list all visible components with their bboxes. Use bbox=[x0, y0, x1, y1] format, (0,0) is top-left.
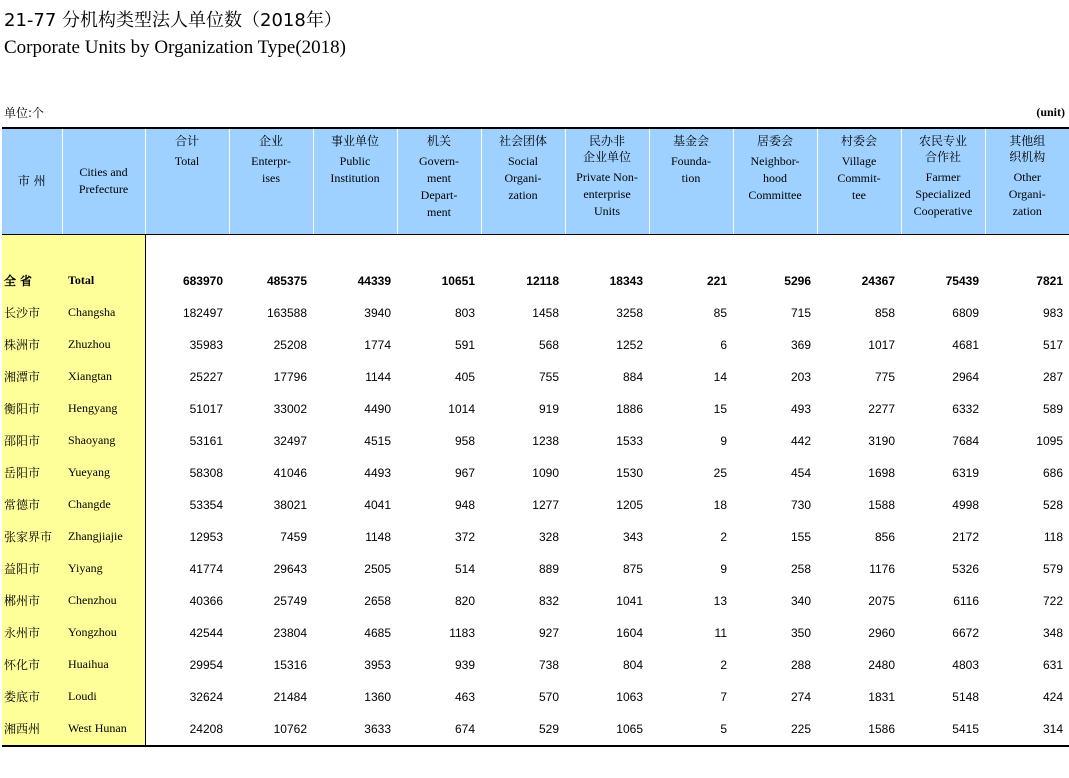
column-header-en bbox=[399, 153, 480, 221]
table-cell: 4803 bbox=[952, 657, 979, 672]
table-cell: 2172 bbox=[952, 529, 979, 544]
row-label-en: Chenzhou bbox=[62, 585, 145, 617]
table-cell: 340 bbox=[790, 593, 811, 608]
table-cell: 528 bbox=[1042, 497, 1063, 512]
table-row bbox=[2, 425, 1069, 457]
table-cell: 5 bbox=[649, 713, 733, 746]
table-cell: 4998 bbox=[952, 497, 979, 512]
table-cell: 631 bbox=[1042, 657, 1063, 672]
column-header-cn-line: 机关 bbox=[426, 134, 451, 148]
table-cell: 24208 bbox=[145, 713, 229, 746]
row-label-en: Loudi bbox=[62, 681, 145, 713]
column-header-en-line: Govern- bbox=[419, 154, 459, 168]
table-cell: 328 bbox=[538, 529, 559, 544]
column-header bbox=[313, 128, 397, 234]
table-row-total bbox=[2, 265, 1069, 297]
column-header bbox=[229, 128, 313, 234]
table-cell: 485375 bbox=[266, 273, 307, 288]
table-cell: 948 bbox=[454, 497, 475, 512]
table-cell: 1360 bbox=[364, 689, 391, 704]
column-header-en bbox=[231, 153, 312, 187]
column-header-en-line: hood bbox=[763, 171, 787, 185]
table-row bbox=[2, 585, 1069, 617]
table-cell: 591 bbox=[454, 337, 475, 352]
column-header-cn bbox=[651, 133, 732, 149]
row-label-en: Changde bbox=[62, 489, 145, 521]
column-header-cn bbox=[567, 133, 648, 165]
table-cell: 1458 bbox=[532, 305, 559, 320]
table-cell: 42544 bbox=[189, 625, 223, 640]
table-cell: 6672 bbox=[952, 625, 979, 640]
table-cell: 1886 bbox=[616, 401, 643, 416]
column-header bbox=[733, 128, 817, 234]
column-header-cn-line: 社会团体 bbox=[498, 134, 547, 148]
column-header-en-line: Commit- bbox=[837, 171, 881, 185]
row-label-cn: 长沙市 bbox=[2, 297, 62, 329]
table-cell: 13 bbox=[713, 593, 727, 608]
column-header bbox=[145, 128, 229, 234]
table-cell: 274 bbox=[790, 689, 811, 704]
table-cell: 1586 bbox=[817, 713, 901, 746]
table-cell: 6 bbox=[720, 337, 727, 352]
column-header-en-line: Specialized bbox=[915, 187, 971, 201]
table-cell: 2480 bbox=[868, 657, 895, 672]
row-label-cn: 株洲市 bbox=[2, 329, 62, 361]
table-cell: 3953 bbox=[364, 657, 391, 672]
column-header-en bbox=[819, 153, 900, 204]
table-cell: 5326 bbox=[952, 561, 979, 576]
table-row bbox=[2, 713, 1069, 746]
table-cell: 29643 bbox=[273, 561, 307, 576]
column-header-en-line: Units bbox=[593, 204, 620, 218]
table-cell: 7684 bbox=[952, 433, 979, 448]
table-row bbox=[2, 617, 1069, 649]
column-header-en-line: Total bbox=[174, 154, 200, 168]
table-cell: 919 bbox=[538, 401, 559, 416]
table-cell: 118 bbox=[1043, 529, 1063, 544]
table-cell: 589 bbox=[1042, 401, 1063, 416]
header-city-en bbox=[62, 128, 145, 234]
table-cell: 4685 bbox=[364, 625, 391, 640]
column-header-en-line: zation bbox=[508, 188, 538, 202]
table-cell: 221 bbox=[706, 273, 727, 288]
table-cell: 1144 bbox=[365, 369, 391, 384]
table-cell: 715 bbox=[790, 305, 811, 320]
table-cell: 1831 bbox=[868, 689, 895, 704]
table-cell: 983 bbox=[1042, 305, 1063, 320]
column-header-en-line: ises bbox=[262, 171, 280, 185]
column-header-en bbox=[903, 169, 984, 220]
table-cell: 958 bbox=[454, 433, 475, 448]
unit-label-en: (unit) bbox=[1036, 105, 1065, 119]
table-body bbox=[2, 234, 1069, 746]
column-header-en-line: Cooperative bbox=[913, 204, 973, 218]
table-cell: 1148 bbox=[365, 529, 391, 544]
table-cell: 7 bbox=[720, 689, 727, 704]
table-row bbox=[2, 361, 1069, 393]
column-header-cn-line: 事业单位 bbox=[330, 134, 379, 148]
table-cell: 41774 bbox=[189, 561, 223, 576]
table-cell: 5296 bbox=[784, 273, 811, 288]
table-cell: 15 bbox=[713, 401, 727, 416]
table-cell: 4490 bbox=[364, 401, 391, 416]
table-cell: 875 bbox=[622, 561, 643, 576]
table-row bbox=[2, 297, 1069, 329]
table-cell: 18343 bbox=[609, 273, 643, 288]
table-cell: 372 bbox=[454, 529, 475, 544]
column-header-en-line: zation bbox=[1012, 204, 1042, 218]
table-cell: 1183 bbox=[449, 625, 475, 640]
table-row bbox=[2, 649, 1069, 681]
table-row bbox=[2, 681, 1069, 713]
table-cell: 12118 bbox=[526, 273, 559, 288]
table-cell: 7459 bbox=[280, 529, 307, 544]
column-header-cn-line: 企业 bbox=[258, 134, 283, 148]
table-cell: 730 bbox=[790, 497, 811, 512]
row-label-en: Shaoyang bbox=[62, 425, 145, 457]
table-cell: 75439 bbox=[945, 273, 979, 288]
row-label-en: Changsha bbox=[62, 297, 145, 329]
row-label-cn: 张家界市 bbox=[2, 521, 62, 553]
table-cell: 225 bbox=[733, 713, 817, 746]
table-cell: 1090 bbox=[532, 465, 559, 480]
table-cell: 722 bbox=[1042, 593, 1063, 608]
column-header-en-line: Private Non- bbox=[576, 170, 638, 184]
table-cell: 24367 bbox=[861, 273, 895, 288]
table-cell: 53161 bbox=[189, 433, 223, 448]
column-header-en-line: Founda- bbox=[671, 154, 711, 168]
table-cell: 7821 bbox=[1036, 273, 1063, 288]
table-cell: 1774 bbox=[364, 337, 391, 352]
table-cell: 343 bbox=[622, 529, 643, 544]
row-label-cn: 岳阳市 bbox=[2, 457, 62, 489]
table-cell: 927 bbox=[538, 625, 559, 640]
table-cell: 517 bbox=[1042, 337, 1063, 352]
table-cell: 820 bbox=[454, 593, 475, 608]
column-header-en-line: Village bbox=[841, 154, 877, 168]
row-label-cn: 永州市 bbox=[2, 617, 62, 649]
table-cell: 2658 bbox=[364, 593, 391, 608]
table-cell: 889 bbox=[538, 561, 559, 576]
table-cell: 17796 bbox=[273, 369, 307, 384]
table-cell: 348 bbox=[1042, 625, 1063, 640]
table-cell: 25227 bbox=[189, 369, 223, 384]
table-cell: 21484 bbox=[273, 689, 307, 704]
table-cell: 6116 bbox=[953, 593, 979, 608]
table-cell: 155 bbox=[790, 529, 811, 544]
row-label-en: Zhuzhou bbox=[62, 329, 145, 361]
table-cell: 1588 bbox=[868, 497, 895, 512]
row-label-cn: 益阳市 bbox=[2, 553, 62, 585]
table-cell: 53354 bbox=[189, 497, 223, 512]
table-cell: 1604 bbox=[616, 625, 643, 640]
row-label-cn: 郴州市 bbox=[2, 585, 62, 617]
table-cell: 463 bbox=[454, 689, 475, 704]
table-cell: 35983 bbox=[189, 337, 223, 352]
corporate-units-table bbox=[2, 127, 1069, 747]
table-cell: 1063 bbox=[616, 689, 643, 704]
row-label-en: Zhangjiajie bbox=[62, 521, 145, 553]
column-header-en-line: tee bbox=[852, 188, 866, 202]
table-cell: 6809 bbox=[952, 305, 979, 320]
table-row bbox=[2, 457, 1069, 489]
column-header-en-line: Depart- bbox=[420, 188, 458, 202]
column-header-cn-line: 合作社 bbox=[924, 150, 961, 164]
column-header-cn bbox=[819, 133, 900, 149]
column-header-cn-line: 农民专业 bbox=[918, 134, 967, 148]
table-cell: 2 bbox=[720, 657, 727, 672]
column-header-cn bbox=[147, 133, 228, 149]
column-header-cn bbox=[315, 133, 396, 149]
table-row bbox=[2, 393, 1069, 425]
column-header-en-line: Social bbox=[508, 154, 538, 168]
column-header-en-line: Committee bbox=[748, 188, 802, 202]
table-cell: 287 bbox=[1042, 369, 1063, 384]
column-header-en-line: ment bbox=[427, 205, 451, 219]
table-cell: 424 bbox=[1042, 689, 1063, 704]
column-header-en-line: Organi- bbox=[1008, 187, 1046, 201]
table-cell: 23804 bbox=[273, 625, 307, 640]
table-cell: 25749 bbox=[273, 593, 307, 608]
column-header-cn-line: 居委会 bbox=[756, 134, 793, 148]
table-cell: 163588 bbox=[266, 305, 307, 320]
row-label-en: West Hunan bbox=[62, 713, 145, 746]
column-header-cn bbox=[231, 133, 312, 149]
column-header-en-line: Farmer bbox=[925, 170, 961, 184]
column-header-cn-line: 其他组 bbox=[1009, 134, 1046, 148]
table-cell: 405 bbox=[454, 369, 475, 384]
row-label-cn: 邵阳市 bbox=[2, 425, 62, 457]
table-cell: 454 bbox=[790, 465, 811, 480]
table-cell: 570 bbox=[538, 689, 559, 704]
table-cell: 803 bbox=[454, 305, 475, 320]
column-header-en-line: Neighbor- bbox=[750, 154, 800, 168]
row-label-en: Total bbox=[62, 265, 145, 297]
column-header-cn bbox=[903, 133, 984, 165]
table-cell: 40366 bbox=[189, 593, 223, 608]
table-cell: 1014 bbox=[448, 401, 475, 416]
column-header-cn-line: 民办非 bbox=[588, 134, 625, 148]
column-header-cn bbox=[483, 133, 564, 149]
table-row bbox=[2, 489, 1069, 521]
column-header-en bbox=[735, 153, 816, 204]
table-cell: 6319 bbox=[952, 465, 979, 480]
spacer-row bbox=[2, 234, 1069, 265]
column-header bbox=[649, 128, 733, 234]
column-header-cn-line: 基金会 bbox=[672, 134, 709, 148]
table-cell: 15316 bbox=[273, 657, 307, 672]
table-cell: 11 bbox=[714, 625, 727, 640]
table-cell: 4515 bbox=[364, 433, 391, 448]
row-label-cn: 常德市 bbox=[2, 489, 62, 521]
table-cell: 3940 bbox=[364, 305, 391, 320]
column-header bbox=[481, 128, 565, 234]
table-cell: 1205 bbox=[616, 497, 643, 512]
column-header bbox=[565, 128, 649, 234]
table-cell: 2075 bbox=[868, 593, 895, 608]
column-header-en-line: ment bbox=[427, 171, 451, 185]
row-label-cn: 全省 bbox=[2, 265, 62, 297]
table-cell: 832 bbox=[538, 593, 559, 608]
row-label-en: Yiyang bbox=[62, 553, 145, 585]
table-row bbox=[2, 329, 1069, 361]
table-cell: 350 bbox=[790, 625, 811, 640]
table-cell: 25 bbox=[713, 465, 727, 480]
table-cell: 755 bbox=[538, 369, 559, 384]
table-cell: 1065 bbox=[565, 713, 649, 746]
column-header-cn-line: 企业单位 bbox=[582, 150, 631, 164]
table-cell: 775 bbox=[874, 369, 895, 384]
table-cell: 856 bbox=[874, 529, 895, 544]
column-header-en-line: Public bbox=[339, 154, 371, 168]
row-label-en: Hengyang bbox=[62, 393, 145, 425]
table-cell: 44339 bbox=[357, 273, 391, 288]
table-cell: 4681 bbox=[952, 337, 979, 352]
table-cell: 1238 bbox=[532, 433, 559, 448]
column-header-cn-line: 合计 bbox=[174, 134, 199, 148]
column-header-en bbox=[651, 153, 732, 187]
table-row bbox=[2, 521, 1069, 553]
column-header bbox=[397, 128, 481, 234]
table-cell: 10762 bbox=[229, 713, 313, 746]
column-header bbox=[901, 128, 985, 234]
table-cell: 33002 bbox=[273, 401, 307, 416]
table-cell: 804 bbox=[622, 657, 643, 672]
table-cell: 686 bbox=[1042, 465, 1063, 480]
row-label-cn: 怀化市 bbox=[2, 649, 62, 681]
table-cell: 442 bbox=[790, 433, 811, 448]
table-cell: 1017 bbox=[868, 337, 895, 352]
table-cell: 10651 bbox=[441, 273, 475, 288]
table-cell: 51017 bbox=[189, 401, 223, 416]
header-city-en-line: Cities and bbox=[79, 165, 128, 180]
header-city-en-line: Prefecture bbox=[78, 182, 129, 197]
table-cell: 5415 bbox=[901, 713, 985, 746]
table-cell: 674 bbox=[397, 713, 481, 746]
table-cell: 4493 bbox=[364, 465, 391, 480]
column-header bbox=[817, 128, 901, 234]
table-row bbox=[2, 553, 1069, 585]
row-label-cn: 湘西州 bbox=[2, 713, 62, 746]
column-header-en-line: tion bbox=[681, 171, 701, 185]
table-cell: 9 bbox=[720, 433, 727, 448]
row-label-en: Huaihua bbox=[62, 649, 145, 681]
unit-label-cn: 单位:个 bbox=[4, 106, 45, 120]
table-cell: 369 bbox=[790, 337, 811, 352]
table-title-cn: 21-77 分机构类型法人单位数（2018年） bbox=[4, 10, 342, 31]
column-header-en-line: Enterpr- bbox=[251, 154, 291, 168]
table-cell: 1533 bbox=[616, 433, 643, 448]
table-cell: 2 bbox=[720, 529, 727, 544]
column-header-en bbox=[987, 169, 1069, 220]
table-cell: 6332 bbox=[952, 401, 979, 416]
row-label-cn: 湘潭市 bbox=[2, 361, 62, 393]
column-header-en-line: Institution bbox=[330, 171, 380, 185]
column-header-cn bbox=[735, 133, 816, 149]
table-cell: 683970 bbox=[182, 273, 223, 288]
table-cell: 288 bbox=[790, 657, 811, 672]
table-cell: 884 bbox=[622, 369, 643, 384]
table-cell: 2277 bbox=[868, 401, 895, 416]
table-cell: 1252 bbox=[616, 337, 643, 352]
column-header-cn-line: 村委会 bbox=[840, 134, 877, 148]
column-header-en bbox=[567, 169, 648, 220]
table-cell: 32624 bbox=[189, 689, 223, 704]
table-cell: 2960 bbox=[868, 625, 895, 640]
table-title-en: Corporate Units by Organization Type(2018) bbox=[4, 37, 347, 58]
table-cell: 2964 bbox=[952, 369, 979, 384]
table-cell: 25208 bbox=[273, 337, 307, 352]
column-header-en-line: enterprise bbox=[583, 187, 631, 201]
table-cell: 182497 bbox=[182, 305, 223, 320]
table-cell: 1530 bbox=[616, 465, 643, 480]
table-cell: 58308 bbox=[189, 465, 223, 480]
table-cell: 3258 bbox=[616, 305, 643, 320]
column-header-cn-line: 织机构 bbox=[1009, 150, 1046, 164]
table-cell: 203 bbox=[790, 369, 811, 384]
table-cell: 1698 bbox=[868, 465, 895, 480]
column-header-cn bbox=[399, 133, 480, 149]
row-label-cn: 衡阳市 bbox=[2, 393, 62, 425]
column-header-en-line: Other bbox=[1013, 170, 1041, 184]
header-city-cn: 市 州 bbox=[2, 128, 62, 234]
table-cell: 258 bbox=[790, 561, 811, 576]
table-cell: 4041 bbox=[364, 497, 391, 512]
row-label-en: Yueyang bbox=[62, 457, 145, 489]
table-cell: 967 bbox=[454, 465, 475, 480]
column-header-en bbox=[483, 153, 564, 204]
table-cell: 3190 bbox=[868, 433, 895, 448]
column-header bbox=[985, 128, 1069, 234]
table-cell: 38021 bbox=[273, 497, 307, 512]
table-cell: 29954 bbox=[189, 657, 223, 672]
table-cell: 738 bbox=[538, 657, 559, 672]
column-header-en bbox=[315, 153, 396, 187]
table-cell: 858 bbox=[874, 305, 895, 320]
row-label-cn: 娄底市 bbox=[2, 681, 62, 713]
table-cell: 5148 bbox=[952, 689, 979, 704]
table-cell: 85 bbox=[713, 305, 727, 320]
table-cell: 1277 bbox=[532, 497, 559, 512]
table-cell: 14 bbox=[713, 369, 727, 384]
column-header-en-line: Organi- bbox=[504, 171, 542, 185]
table-cell: 1176 bbox=[869, 561, 895, 576]
table-cell: 314 bbox=[985, 713, 1069, 746]
table-cell: 18 bbox=[713, 497, 727, 512]
table-cell: 579 bbox=[1042, 561, 1063, 576]
table-cell: 32497 bbox=[273, 433, 307, 448]
table-cell: 514 bbox=[454, 561, 475, 576]
row-label-en: Xiangtan bbox=[62, 361, 145, 393]
table-cell: 568 bbox=[538, 337, 559, 352]
table-cell: 12953 bbox=[189, 529, 223, 544]
table-cell: 1095 bbox=[1036, 433, 1063, 448]
table-cell: 9 bbox=[720, 561, 727, 576]
column-header-en bbox=[147, 153, 228, 170]
table-cell: 939 bbox=[454, 657, 475, 672]
table-cell: 493 bbox=[790, 401, 811, 416]
table-header-row bbox=[2, 128, 1069, 234]
table-cell: 41046 bbox=[273, 465, 307, 480]
table-cell: 2505 bbox=[364, 561, 391, 576]
row-label-en: Yongzhou bbox=[62, 617, 145, 649]
table-cell: 529 bbox=[481, 713, 565, 746]
table-cell: 1041 bbox=[616, 593, 643, 608]
column-header-cn bbox=[987, 133, 1069, 165]
table-cell: 3633 bbox=[313, 713, 397, 746]
